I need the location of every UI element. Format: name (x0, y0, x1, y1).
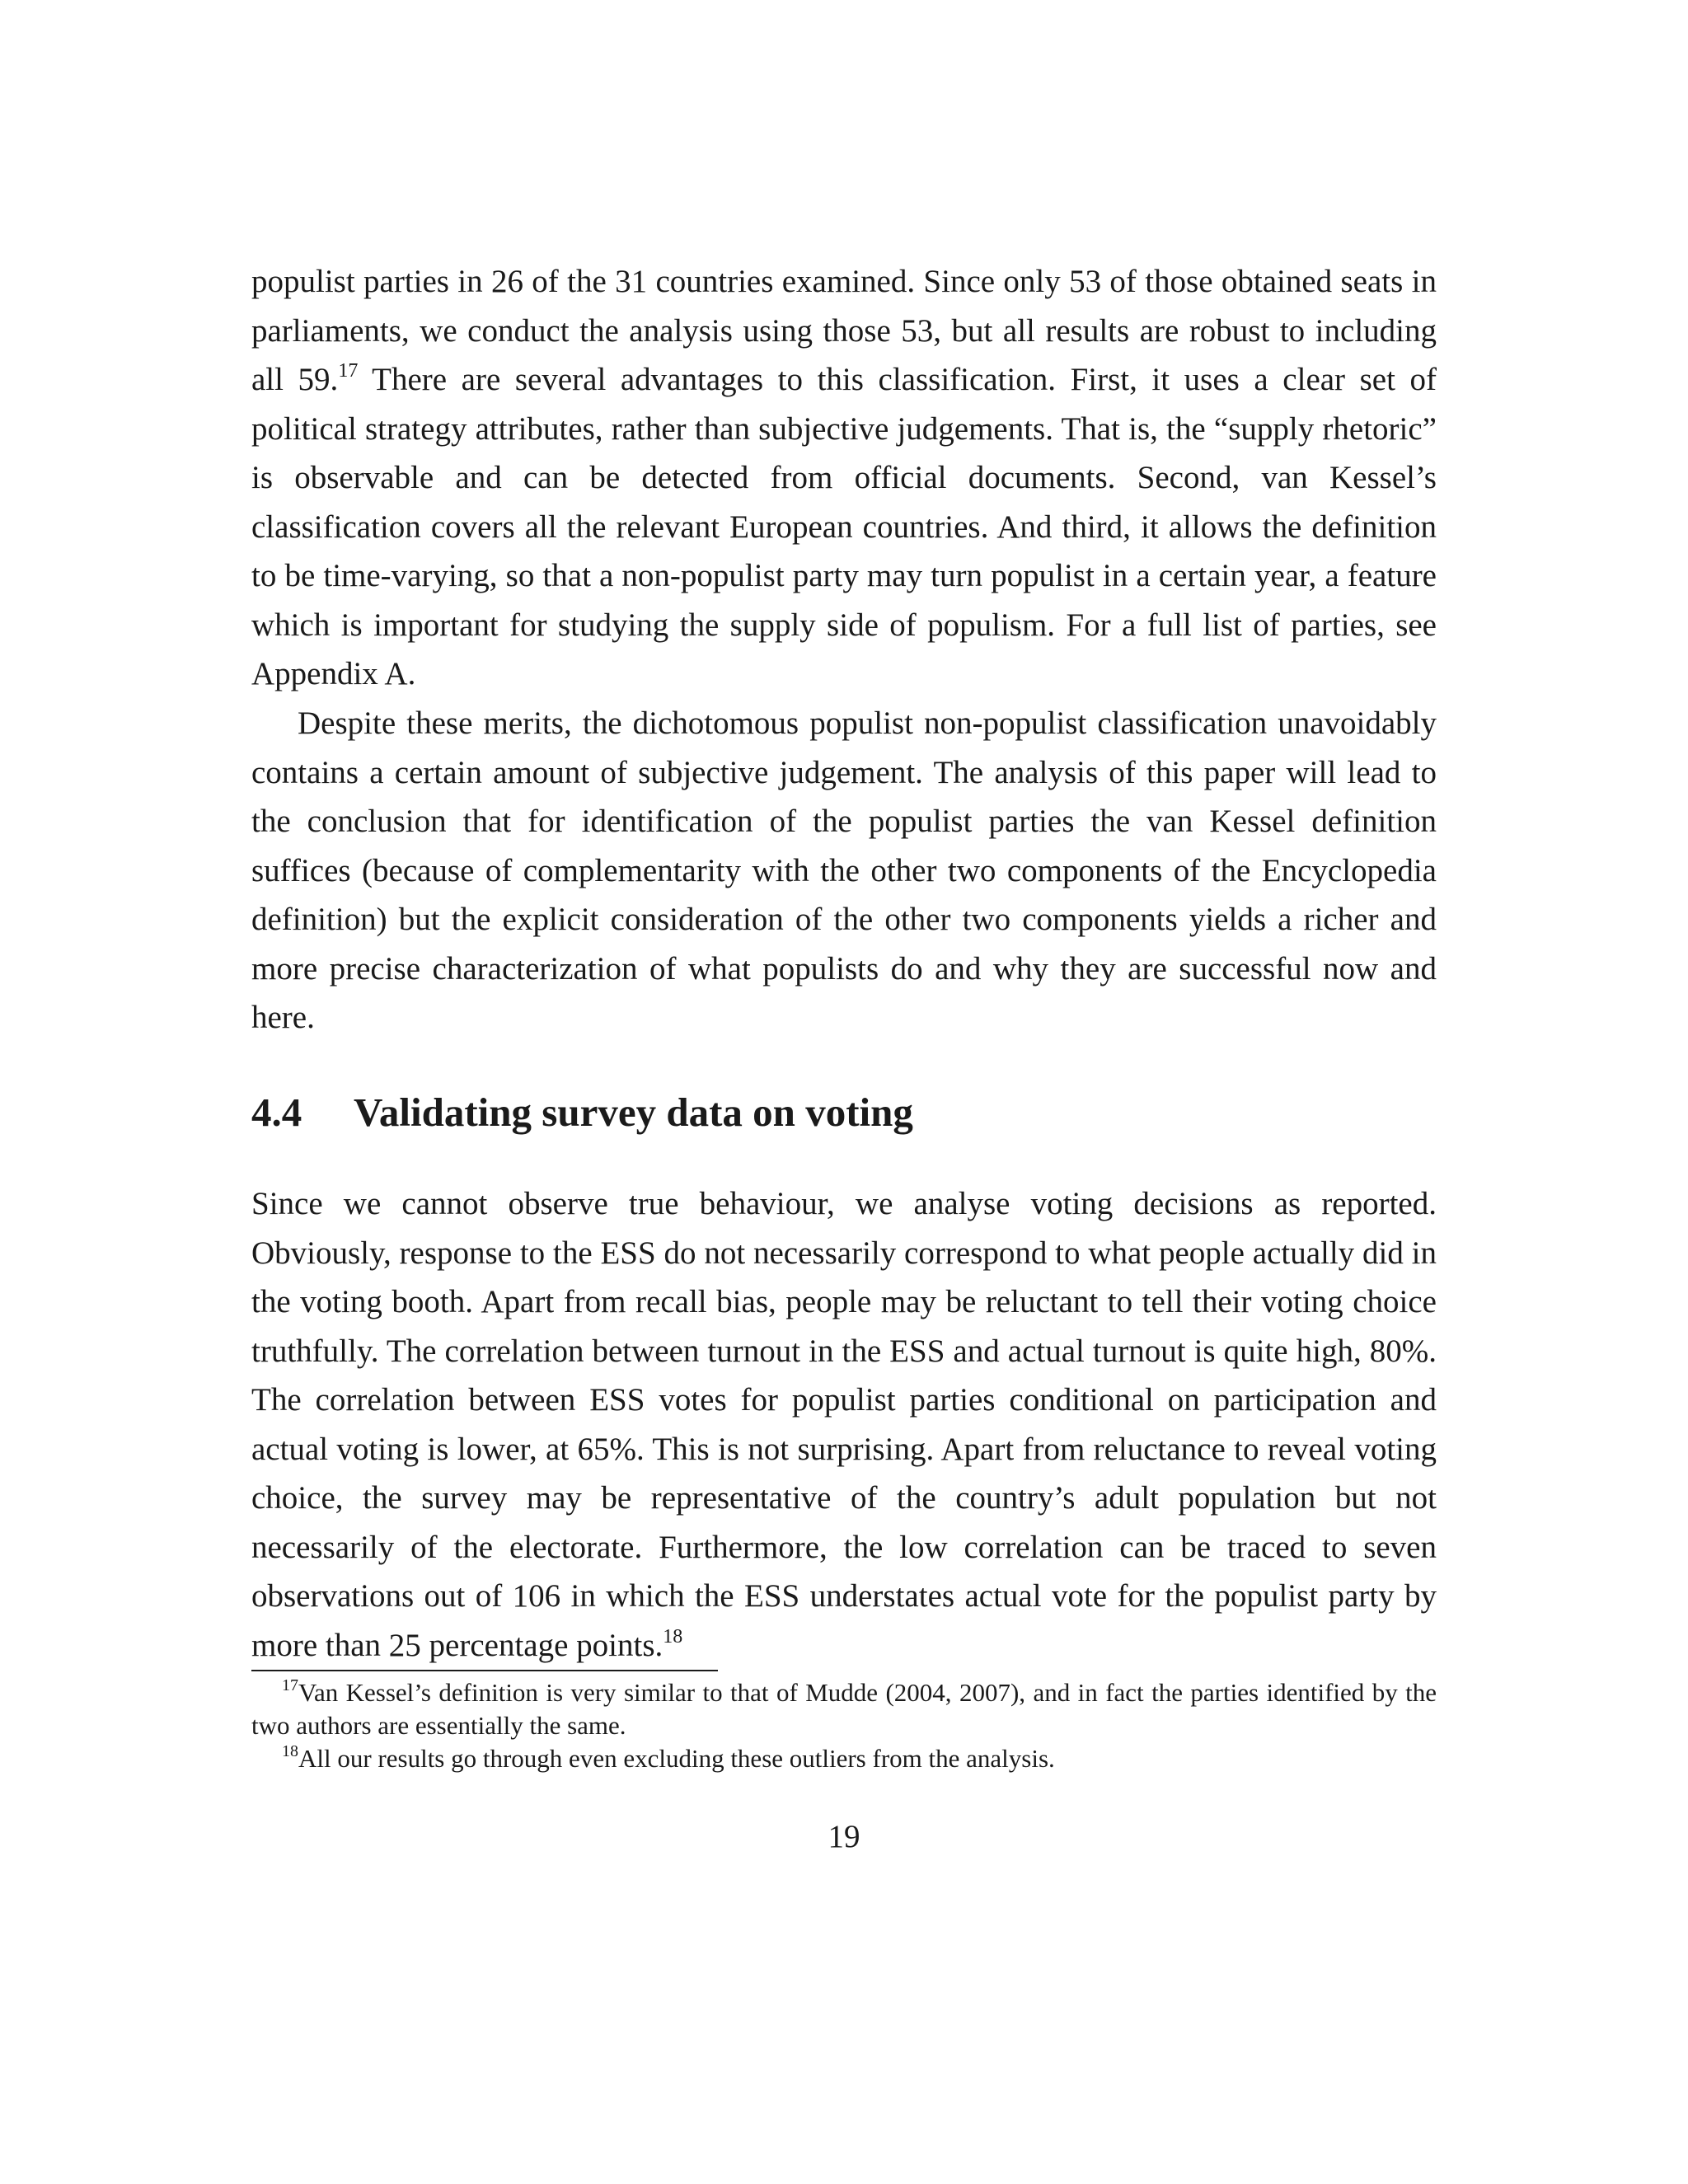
paragraph-1-text-a: populist parties in 26 of the 31 countries examined. Since only 53 of those obtained seats in parliaments, we conduct the analysis using those 53, but all results are robust to including all 59. (251, 264, 1437, 397)
footnote-18 (251, 1742, 1437, 1775)
footnotes (251, 1676, 1437, 1775)
footnote-17-text: Van Kessel’s definition is very similar to that of Mudde (2004, 2007), and in fact the parties identified by the two authors are essentially the same. (251, 1678, 1437, 1740)
page-number: 19 (828, 1819, 860, 1854)
body-paragraph-1 (251, 257, 1437, 699)
paragraph-2-text: Despite these merits, the dichotomous populist non-populist classification unavoidably contains a certain amount of subjective judgement. The analysis of this paper will lead to the conclusion that for identification of the populist parties the van Kessel definition suffices (because of complementarity with the other two components of the Encyclopedia definition) but the explicit consideration of the other two components yields a richer and more precise characterization of what populists do and why they are successful now and here. (251, 705, 1437, 1035)
paragraph-3-text: Since we cannot observe true behaviour, we analyse voting decisions as reported. Obviously, response to the ESS do not necessarily correspond to what people actually did in the voting booth. Apart from recall bias, people may be reluctant to tell their voting choice truthfully. The correlation between turnout in the ESS and actual turnout is quite high, 80%. The correlation between ESS votes for populist parties conditional on participation and actual voting is lower, at 65%. This is not surprising. Apart from reluctance to reveal voting choice, the survey may be representative of the country’s adult population but not necessarily of the electorate. Furthermore, the low correlation can be traced to seven observations out of 106 in which the ESS understates actual vote for the populist party by more than 25 percentage points. (251, 1186, 1437, 1663)
footnote-ref-17[interactable]: 17 (338, 360, 359, 382)
footnote-mark-18: 18 (282, 1741, 298, 1760)
paragraph-1-text-b: There are several advantages to this classification. First, it uses a clear set of political strategy attributes, rather than subjective judgements. That is, the “supply rhetoric” is observable and can be detected from official documents. Second, van Kessel’s classification covers all the relevant European countries. And third, it allows the definition to be time-varying, so that a non-populist party may turn populist in a certain year, a feature which is important for studying the supply side of populism. For a full list of parties, see Appendix A. (251, 362, 1437, 691)
body-paragraph-3 (251, 1179, 1437, 1670)
footnote-17 (251, 1676, 1437, 1742)
section-heading (251, 1088, 1437, 1137)
section-number: 4.4 (251, 1090, 302, 1135)
footnote-ref-18[interactable]: 18 (663, 1625, 683, 1647)
footnote-divider (251, 1670, 718, 1671)
footnote-18-text: All our results go through even excluding these outliers from the analysis. (298, 1744, 1055, 1773)
body-paragraph-2 (251, 699, 1437, 1043)
footnote-mark-17: 17 (282, 1675, 298, 1694)
section-title: Validating survey data on voting (354, 1090, 913, 1135)
